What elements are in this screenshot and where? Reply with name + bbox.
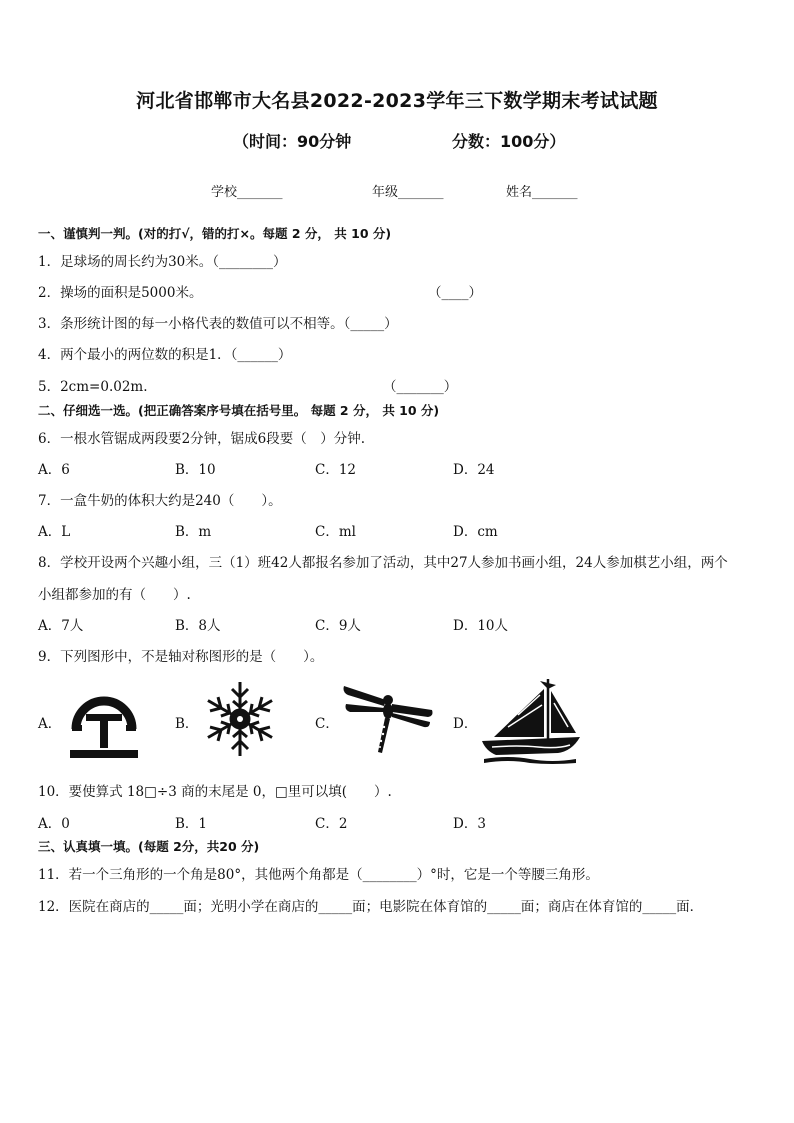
- name-field: 姓名_______: [506, 185, 578, 200]
- school-field: 学校_______: [211, 185, 283, 200]
- question-5-blank: （_______）: [383, 379, 458, 395]
- exam-title: 河北省邯郸市大名县2022-2023学年三下数学期末考试试题: [136, 90, 658, 112]
- q6-option-a: A．6: [38, 462, 70, 478]
- exam-time: （时间：90分钟: [233, 132, 352, 151]
- q9-option-a: A．: [38, 716, 62, 732]
- q8-option-b: B．8人: [175, 618, 221, 634]
- q6-option-c: C．12: [315, 462, 357, 478]
- grade-field: 年级_______: [372, 185, 444, 200]
- question-5: 5．2cm=0.02m.: [38, 379, 148, 395]
- q9-option-b: B．: [175, 716, 199, 732]
- snowflake-icon: [200, 678, 280, 760]
- q8-option-d: D．10人: [453, 618, 509, 634]
- question-11: 11．若一个三角形的一个角是80°，其他两个角都是（________）°时，它是一个等腰三角形。: [38, 867, 599, 883]
- section-2-heading: 二、仔细选一选。(把正确答案序号填在括号里。 每题 2 分， 共 10 分): [38, 403, 440, 418]
- q9-option-c: C．: [315, 716, 339, 732]
- q10-option-d: D．3: [453, 816, 486, 832]
- q8-option-a: A．7人: [38, 618, 84, 634]
- q9-option-d: D．: [453, 716, 478, 732]
- question-4: 4．两个最小的两位数的积是1．（______）: [38, 347, 292, 363]
- dragonfly-icon: [340, 682, 436, 758]
- q6-option-d: D．24: [453, 462, 495, 478]
- q10-option-a: A．0: [38, 816, 70, 832]
- question-2-blank: （____）: [428, 285, 482, 301]
- q6-option-b: B．10: [175, 462, 216, 478]
- q7-option-a: A．L: [38, 524, 71, 540]
- railway-logo-icon: [66, 679, 142, 761]
- question-10: 10．要使算式 18□÷3 商的末尾是 0，□里可以填( ）.: [38, 784, 392, 800]
- q7-option-c: C．ml: [315, 524, 356, 540]
- q7-option-d: D．cm: [453, 524, 498, 540]
- question-7: 7．一盒牛奶的体积大约是240（ ）。: [38, 493, 282, 509]
- question-8-line2: 小组都参加的有（ ）.: [38, 587, 191, 603]
- question-6: 6．一根水管锯成两段要2分钟，锯成6段要（ ）分钟.: [38, 431, 366, 447]
- question-9: 9．下列图形中，不是轴对称图形的是（ ）。: [38, 649, 324, 665]
- q10-option-c: C．2: [315, 816, 348, 832]
- question-1: 1．足球场的周长约为30米。（________）: [38, 254, 287, 270]
- q7-option-b: B．m: [175, 524, 212, 540]
- exam-score: 分数：100分）: [452, 132, 566, 151]
- question-8-line1: 8．学校开设两个兴趣小组，三（1）班42人都报名参加了活动，其中27人参加书画小组，24人参加棋艺小组，两个: [38, 555, 728, 571]
- q10-option-b: B．1: [175, 816, 208, 832]
- question-12: 12．医院在商店的_____面；光明小学在商店的_____面；电影院在体育馆的_____面；商店在体育馆的_____面．: [38, 899, 704, 915]
- section-1-heading: 一、谨慎判一判。(对的打√，错的打×。每题 2 分， 共 10 分): [38, 226, 392, 241]
- section-3-heading: 三、认真填一填。(每题 2分，共20 分): [38, 839, 260, 854]
- q8-option-c: C．9人: [315, 618, 361, 634]
- sailboat-icon: [478, 675, 582, 765]
- question-2: 2．操场的面积是5000米。: [38, 285, 203, 301]
- question-3: 3．条形统计图的每一小格代表的数值可以不相等。（_____）: [38, 316, 398, 332]
